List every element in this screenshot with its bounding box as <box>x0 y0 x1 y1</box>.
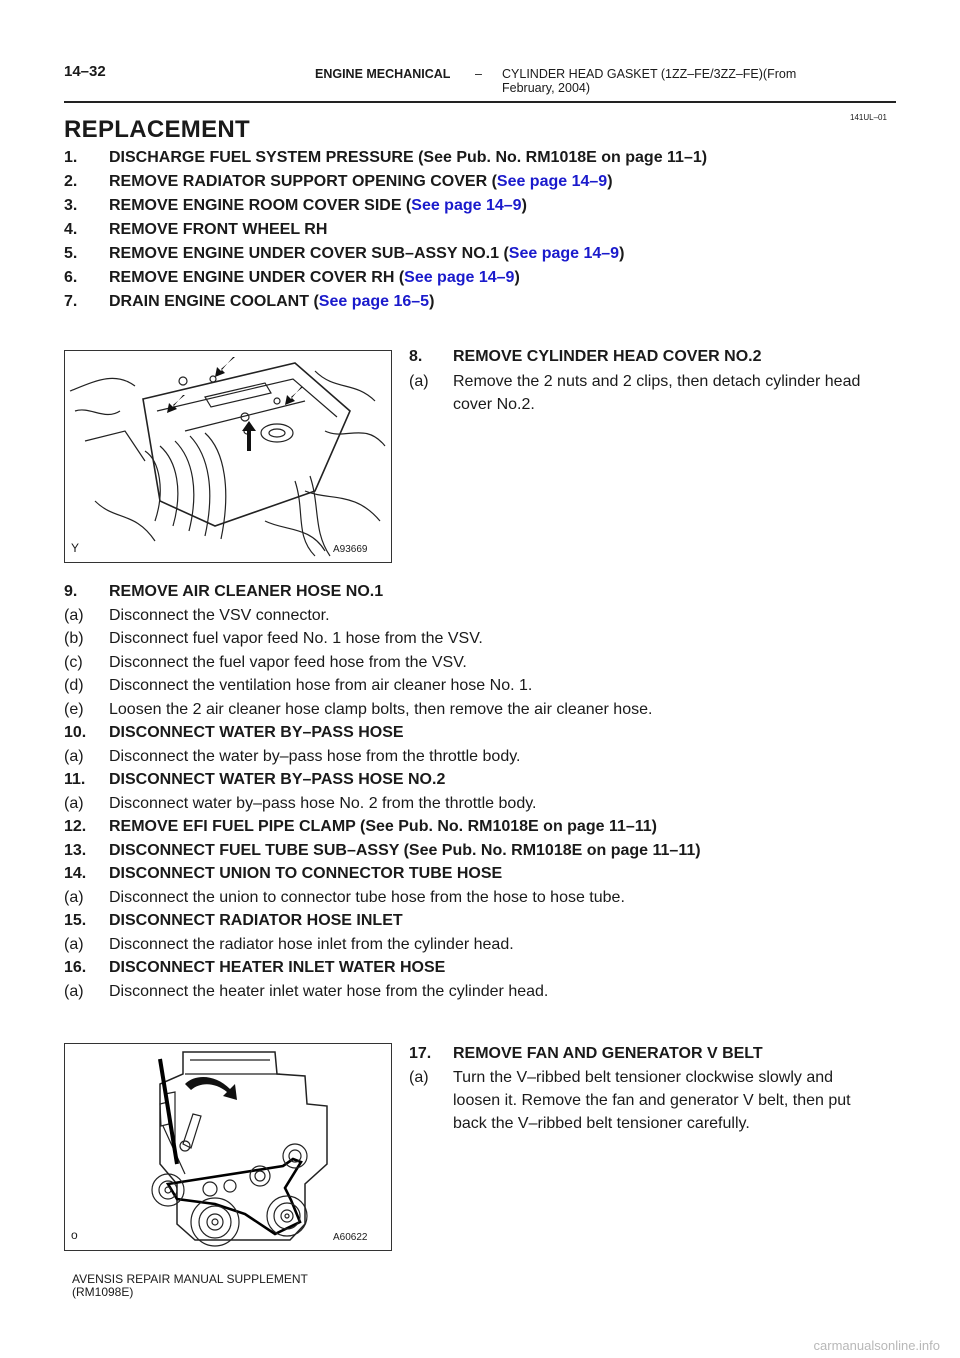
sub-step-item <box>64 653 924 673</box>
header-separator: – <box>475 67 482 81</box>
step-number: 10. <box>64 724 87 741</box>
step-item <box>64 148 904 168</box>
sub-step-label: (e) <box>64 700 84 718</box>
footer <box>72 1273 308 1299</box>
header-subtitle <box>502 67 822 95</box>
sub-step-item <box>64 982 924 1002</box>
step-text: REMOVE ENGINE ROOM COVER SIDE ( <box>109 197 412 214</box>
sub-step-label: (a) <box>64 982 84 1000</box>
step-item <box>64 911 924 931</box>
step-number: 13. <box>64 841 87 859</box>
step-item <box>64 172 904 192</box>
sub-step-label: (a) <box>64 747 84 765</box>
header-subtitle-line1: CYLINDER HEAD GASKET (1ZZ–FE/3ZZ–FE)(From <box>502 67 797 81</box>
sub-step-text: Disconnect the water by–pass hose from the throttle body. <box>109 747 521 765</box>
step-item <box>64 817 924 837</box>
step-item <box>64 244 904 264</box>
step8-sub-a <box>409 372 860 392</box>
step-item <box>64 864 924 884</box>
step-number: 5. <box>64 245 78 262</box>
sub-step-item <box>64 935 924 955</box>
sub-step-label: (a) <box>64 606 84 624</box>
figure1-corner-mark: Y <box>71 541 80 555</box>
figure-v-belt <box>64 1043 392 1251</box>
sub-step-text: Disconnect the heater inlet water hose from the cylinder head. <box>109 982 549 1000</box>
figure2-code: A60622 <box>333 1232 368 1243</box>
step-text: DISCONNECT FUEL TUBE SUB–ASSY (See Pub. No. RM1018E on page 11–11) <box>109 841 701 859</box>
step-number: 7. <box>64 293 78 310</box>
step17-sub-a-line3: back the V–ribbed belt tensioner carefully. <box>453 1115 750 1132</box>
step-number: 4. <box>64 221 78 238</box>
step-text-close: ) <box>429 293 435 310</box>
step-text: DISCONNECT WATER BY–PASS HOSE NO.2 <box>109 771 446 788</box>
step-number: 1. <box>64 149 78 166</box>
belt-layout-illustration <box>65 1044 391 1250</box>
step-text: REMOVE AIR CLEANER HOSE NO.1 <box>109 583 384 600</box>
footer-line2: (RM1098E) <box>72 1285 134 1299</box>
step8-sub-a-line1: Remove the 2 nuts and 2 clips, then detach cylinder head <box>453 373 861 390</box>
step-text: DISCONNECT HEATER INLET WATER HOSE <box>109 959 446 976</box>
step-number: 2. <box>64 173 78 190</box>
step-text-close: ) <box>514 269 520 286</box>
step-text-close: ) <box>607 173 613 190</box>
step-text: DISCHARGE FUEL SYSTEM PRESSURE (See Pub. No. RM1018E on page 11–1) <box>109 149 708 166</box>
page-title: REPLACEMENT <box>64 116 250 143</box>
step17-sub-a-line1: Turn the V–ribbed belt tensioner clockwise slowly and <box>453 1069 834 1086</box>
figure2-corner-mark: o <box>71 1228 78 1242</box>
sub-step-item <box>64 606 924 626</box>
sub-step-text: Disconnect the ventilation hose from air cleaner hose No. 1. <box>109 677 533 694</box>
step-number: 14. <box>64 865 87 882</box>
sub-step-text: Disconnect the union to connector tube hose from the hose to hose tube. <box>109 888 625 906</box>
footer-line1: AVENSIS REPAIR MANUAL SUPPLEMENT <box>72 1272 308 1286</box>
step-text: DISCONNECT RADIATOR HOSE INLET <box>109 912 403 929</box>
page-reference-link[interactable]: See page 14–9 <box>404 269 515 286</box>
step8-title: REMOVE CYLINDER HEAD COVER NO.2 <box>453 348 762 365</box>
sub-step-item <box>64 629 924 649</box>
page-reference-link[interactable]: See page 14–9 <box>508 245 620 262</box>
steps-top <box>64 148 904 316</box>
step-text: REMOVE EFI FUEL PIPE CLAMP (See Pub. No. RM1018E on page 11–11) <box>109 818 657 835</box>
step17-heading <box>409 1044 763 1064</box>
step-text: DISCONNECT UNION TO CONNECTOR TUBE HOSE <box>109 865 503 882</box>
step-number: 15. <box>64 912 87 929</box>
step-text-close: ) <box>521 197 527 214</box>
sub-step-item <box>64 700 924 720</box>
header-rule <box>64 101 896 103</box>
step8-number: 8. <box>409 348 423 365</box>
engine-top-illustration <box>65 351 391 562</box>
sub-step-text: Disconnect the VSV connector. <box>109 606 330 624</box>
step-text-close: ) <box>619 245 625 262</box>
step8-sub-a-label: (a) <box>409 373 429 390</box>
step-number: 11. <box>64 771 86 788</box>
step-item <box>64 292 904 312</box>
figure-cylinder-head-cover <box>64 350 392 563</box>
sub-step-label: (b) <box>64 630 84 647</box>
header-subtitle-line2: February, 2004) <box>502 81 591 95</box>
step-text: REMOVE ENGINE UNDER COVER RH ( <box>109 269 405 286</box>
step-item <box>64 582 924 602</box>
step17-title: REMOVE FAN AND GENERATOR V BELT <box>453 1045 763 1062</box>
step-text: REMOVE RADIATOR SUPPORT OPENING COVER ( <box>109 173 497 190</box>
sub-step-label: (d) <box>64 677 84 694</box>
step-item <box>64 723 924 743</box>
doc-code: 141UL–01 <box>850 113 887 122</box>
step-item <box>64 841 924 861</box>
sub-step-label: (c) <box>64 653 83 671</box>
sub-step-label: (a) <box>64 794 84 812</box>
sub-step-text: Loosen the 2 air cleaner hose clamp bolts, then remove the air cleaner hose. <box>109 700 653 718</box>
sub-step-item <box>64 747 924 767</box>
sub-step-text: Disconnect water by–pass hose No. 2 from the throttle body. <box>109 794 537 812</box>
step-item <box>64 220 904 240</box>
step-number: 3. <box>64 197 78 214</box>
page-reference-link[interactable]: See page 14–9 <box>411 197 522 214</box>
sub-step-text: Disconnect fuel vapor feed No. 1 hose from the VSV. <box>109 630 483 647</box>
step-text: DRAIN ENGINE COOLANT ( <box>109 293 319 310</box>
step-item <box>64 770 924 790</box>
sub-step-text: Disconnect the radiator hose inlet from the cylinder head. <box>109 935 514 953</box>
step8-heading <box>409 347 761 367</box>
page-reference-link[interactable]: See page 16–5 <box>318 293 430 310</box>
step17-number: 17. <box>409 1045 432 1062</box>
sub-step-label: (a) <box>64 888 84 906</box>
sub-step-item <box>64 794 924 814</box>
step-text: REMOVE ENGINE UNDER COVER SUB–ASSY NO.1 ( <box>109 245 509 262</box>
step-item <box>64 958 924 978</box>
step-text: DISCONNECT WATER BY–PASS HOSE <box>109 724 404 741</box>
sub-step-label: (a) <box>64 935 84 953</box>
step-number: 9. <box>64 583 78 600</box>
page-reference-link[interactable]: See page 14–9 <box>496 173 608 190</box>
step17-sub-a-line2: loosen it. Remove the fan and generator V belt, then put <box>453 1092 851 1109</box>
step-item <box>64 196 904 216</box>
figure1-code: A93669 <box>333 544 368 555</box>
step8-sub-a-line2: cover No.2. <box>453 396 535 413</box>
step-number: 12. <box>64 818 87 835</box>
step-text: REMOVE FRONT WHEEL RH <box>109 221 328 238</box>
step17-sub-a <box>409 1068 833 1088</box>
step-number: 16. <box>64 959 87 976</box>
step-item <box>64 268 904 288</box>
step17-sub-a-label: (a) <box>409 1069 429 1086</box>
section-name: ENGINE MECHANICAL <box>315 67 451 81</box>
watermark: carmanualsonline.info <box>813 1338 940 1353</box>
steps-mid <box>64 582 924 1005</box>
sub-step-item <box>64 676 924 696</box>
sub-step-text: Disconnect the fuel vapor feed hose from the VSV. <box>109 653 467 671</box>
step-number: 6. <box>64 269 78 286</box>
sub-step-item <box>64 888 924 908</box>
page-number: 14–32 <box>64 63 106 80</box>
